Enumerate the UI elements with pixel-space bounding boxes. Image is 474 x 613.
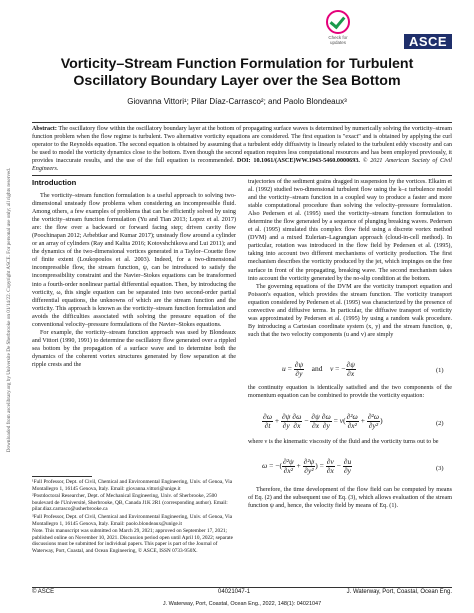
footer-article-number: 04021047-1 bbox=[218, 589, 251, 595]
right-paragraph-4: where ν is the kinematic viscosity of the fluid and the vorticity turns out to be bbox=[248, 439, 439, 445]
intro-paragraph-1: The vorticity–stream function formulation is a useful approach to solving two-dimensional unsteady flow problems when considering an incompressible fluid. Among others, a few examples of problems that can be efficiently solved by using the vorticity–stream function formulation (Yu and Tian 2013; Lopez et al. 2017) are: the flow over a backward or forward facing step; driven cavity flow (Poochinapan 2012; Arbebtkar and Kumar 2017); unsteady flow around a cylinder or an array of cylinders (Ray and Kalita 2016; Kotovshchikova and Lui 2011); and the dynamics of the two-dimensional vortices generated in a Taylor–Couette flow of finite extent (Loukopoulos et al. 2003). Indeed, for a two-dimensional incompressible flow, the stream function, ψ, can be introduced to satisfy the incompressibility constraint and the Navier–Stokes equations can be transformed into a fourth-order nonlinear partial differential equation. Then, by introducing the vorticity, ω, this single equation can be separated into two second-order partial differential equations, the unknowns of which are the stream function and the vorticity. This approach is known as the vorticity–stream function formulation and avoids the difficulties associated with solving the pressure equation of the conventional velocity–pressure formulations of the Navier–Stokes equations. bbox=[32, 193, 236, 328]
footer-journal: J. Waterway, Port, Coastal, Ocean Eng. bbox=[346, 589, 452, 595]
left-column bbox=[32, 192, 236, 369]
author-list: Giovanna Vittori¹; Pilar Díaz-Carrasco²; and Paolo Blondeaux³ bbox=[127, 97, 347, 106]
footer-rule bbox=[32, 587, 452, 588]
equation-1-number: (1) bbox=[436, 367, 444, 374]
footnote-rule bbox=[32, 476, 92, 477]
footer-citation: J. Waterway, Port, Coastal, Ocean Eng., 2022, 148(1): 04021047 bbox=[162, 601, 322, 607]
footnotes bbox=[32, 479, 236, 556]
footnote-3: ³Full Professor, Dept. of Civil, Chemical and Environmental Engineering, Univ. of Genoa, Via Montallegro 1, 16145 Genova, Italy. Email: paolo.blondeaux@unige.it bbox=[32, 513, 233, 527]
equation-3: ω = −( $\frac{\text{∂²ψ}}{\text{∂x²}}$ + $\frac{\text{∂²ψ}}{\text{∂y²}}$ ) = $\frac{\partial v}{\partial x}$ − $\frac{\partial u}{\partial y}$ bbox=[262, 457, 352, 475]
abstract bbox=[32, 125, 452, 173]
right-paragraph-5-block bbox=[248, 486, 452, 510]
footnote-1: ¹Full Professor, Dept. of Civil, Chemical and Environmental Engineering, Univ. of Genoa, Via Montallegro 1, 16145 Genova, Italy. Email: giovanna.vittori@unige.it bbox=[32, 479, 233, 492]
asce-logo: ASCE bbox=[404, 34, 452, 49]
footnote-2: ²Postdoctoral Researcher, Dept. of Mechanical Engineering, Univ. of Sherbrooke, 2500 boulevard de l'Université, Sherbrooke, QB, Canada J1K 2R1 (corresponding author). Email: pilar.diaz.carrasco@usherbrooke.ca bbox=[32, 493, 228, 513]
abstract-label: Abstract: bbox=[32, 126, 57, 132]
footer-copyright: © ASCE bbox=[32, 589, 55, 595]
right-paragraph-1: trajectories of the sediment grains dragged in suspension by the vortices. Elkaim et al. (1992) studied two-dimensional turbulent flow using the k–ε turbulence model and the vorticity–stream function in a coupled way to produce a faster and more stable computational procedure than solving the velocity–pressure formulation. Also Pedersen et al. (1995) used the vorticity–stream function formulation to determine the flow generated by a sequence of plunging breaking waves. Pedersen et al. (1995) simulated this complex flow field using a discrete vortex method (DVM) and a mixed Eulerian–Lagrangian approach (cloud-in-cell method). In particular, rotation was introduced in the flow field by Pedersen et al. (1995), taking into account two different mechanisms of vorticity production. The first mechanism describes the vorticity produced by the jet, which impinges on the free surface in front of the propagating, breaking wave. The second mechanism takes into account the vorticity generated by the no-slip condition at the bottom. bbox=[248, 179, 452, 282]
abstract-top-rule bbox=[32, 122, 452, 123]
right-paragraph-2: The governing equations of the DVM are the vorticity transport equation and Poisson's equation, which provides the stream function. The vorticity transport equation considered by Pedersen et al. (1995) was characterized by the presence of convective and diffusive terms. In particular, the diffusive transport of vorticity was approximated by Pedersen et al. (1995) by using a random walk procedure. By introducing a Cartesian coordinate system (x, y) and the stream function, ψ, such that the two velocity components (u and v) are simply bbox=[248, 283, 452, 338]
checkmark-icon bbox=[326, 10, 350, 34]
equation-3-number: (3) bbox=[436, 465, 444, 472]
footnote-note: Note. This manuscript was submitted on March 29, 2021; approved on September 17, 2021; published online on November 10, 2021. Discussion period open until April 10, 2022; separate discussions must be submitted for individual papers. This paper is part of the Journal of Waterway, Port, Coastal, and Ocean Engineering, © ASCE, ISSN 0733-950X. bbox=[32, 528, 233, 554]
equation-1: u = $\frac{\partial\psi}{\partial y}$ and v = − $\frac{\partial\psi}{\partial x}$ bbox=[282, 360, 355, 378]
right-column bbox=[248, 178, 452, 339]
paper-title: Vorticity–Stream Function Formulation for Turbulent Oscillatory Boundary Layer over the Sea Bottom bbox=[60, 56, 414, 89]
equation-2: $\frac{\partial\omega}{\partial t}$ + $\frac{\partial\psi}{\partial y}$ $\frac{\partial\omega}{\partial x}$ − $\frac{\partial\psi}{\partial x}$ $\frac{\partial\omega}{\partial y}$ = ν( $\frac{\text{∂²ω}}{\text{∂x²}}$ + $\frac{\text{∂²ω}}{\text{∂y²}}$ ) bbox=[263, 412, 383, 430]
intro-heading: Introduction bbox=[32, 178, 77, 187]
right-paragraph-5: Therefore, the time development of the flow field can be computed by means of Eq. (2) and the subsequent use of Eq. (3), which allows evaluation of the stream function ψ and, hence, the velocity field by means of Eq. (1). bbox=[248, 487, 452, 510]
download-notice-sidebar: Downloaded from ascelibrary.org by Universite De Sherbrooke on 01/14/22. Copyright ASCE. For personal use only; all rights reserved. bbox=[6, 167, 12, 453]
right-paragraph-3-block bbox=[248, 384, 452, 400]
check-updates-label: Check for updates bbox=[328, 35, 348, 45]
abstract-text: The oscillatory flow within the oscillatory boundary layer at the bottom of propagating surface waves is determined by numerically solving the vorticity–stream function problem when the flow regime is turbulent. Two alternative vorticity equations are considered. The first equation is "exact" and is obtained by applying the curl operator to the Reynolds equation. The second equation is obtained by assuming that a turbulent eddy diffusivity is linearly related to the turbulent eddy viscosity and can be used to model the vorticity dynamics close to the bottom. Even though the second equation requires less computational resources and has been employed previously, it provides inaccurate results, and the use of the full equation is recommended. bbox=[32, 126, 452, 165]
copyright-note: © 2021 American Society of Civil Engineers. bbox=[32, 158, 452, 173]
right-paragraph-3: the continuity equation is identically satisfied and the two components of the momentum equation can be combined to provide the vorticity equation: bbox=[248, 385, 452, 400]
abstract-bottom-rule bbox=[32, 175, 452, 176]
doi-link[interactable]: DOI: 10.1061/(ASCE)WW.1943-5460.0000693. bbox=[236, 158, 360, 165]
intro-paragraph-2: For example, the vorticity–stream function approach was used by Blondeaux and Vittori (1990, 1991) to determine the oscillatory flow generated over a rippled sea bottom by the propagation of a surface wave and to determine both the dynamics of the coherent vortex structures generated by flow separation at the ripple crests and the bbox=[32, 329, 236, 368]
equation-2-number: (2) bbox=[436, 420, 444, 427]
right-paragraph-4-block bbox=[248, 438, 452, 446]
check-for-updates-badge[interactable] bbox=[320, 10, 356, 46]
